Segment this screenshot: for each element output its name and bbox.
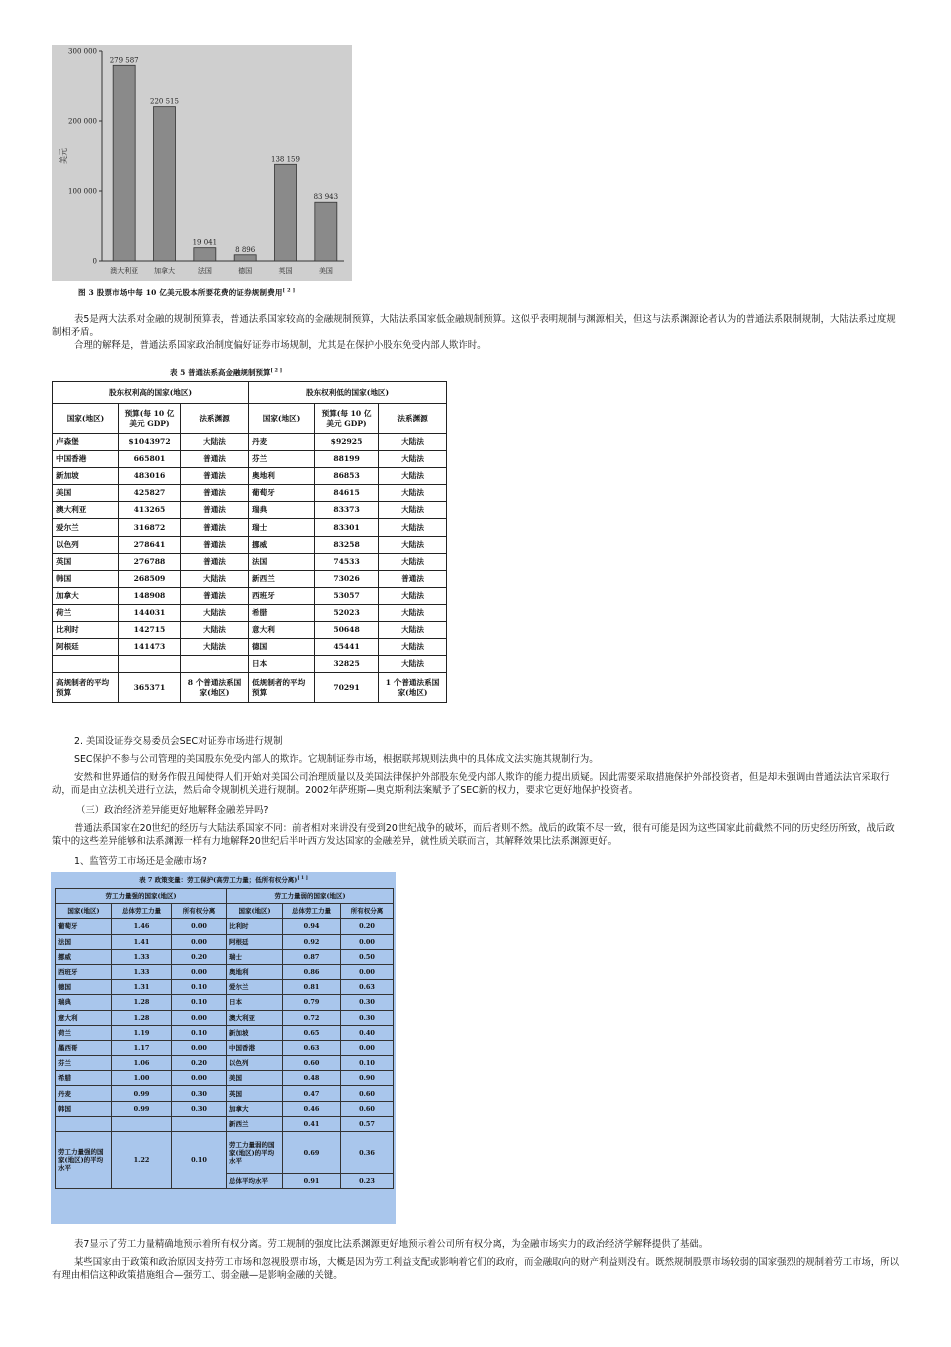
table-7-footer-total-own: 0.23	[341, 1174, 394, 1189]
table7-cell: 1.06	[112, 1056, 172, 1071]
table5-cell: 316872	[119, 519, 181, 536]
table5-cell: 大陆法	[379, 604, 447, 621]
table7-cell: 1.17	[112, 1040, 172, 1055]
table5-cell: 86853	[315, 468, 379, 485]
table7-cell: 0.60	[341, 1101, 394, 1116]
table5-cell: 52023	[315, 604, 379, 621]
table7-cell: 挪威	[56, 949, 112, 964]
table-7-header-ownership: 所有权分离	[341, 904, 394, 919]
table7-cell: 丹麦	[56, 1086, 112, 1101]
table7-cell: 1.33	[112, 964, 172, 979]
table7-cell: 0.47	[283, 1086, 341, 1101]
table-7-footer-weak-own: 0.36	[341, 1132, 394, 1174]
section-heading-labor-market: 1、监管劳工市场还是金融市场?	[74, 856, 207, 867]
table7-cell: 0.40	[341, 1025, 394, 1040]
table7-cell: 荷兰	[56, 1025, 112, 1040]
table-7-header-country: 国家(地区)	[56, 904, 112, 919]
table5-cell: 普通法	[379, 570, 447, 587]
table7-cell: 0.60	[283, 1056, 341, 1071]
table5-cell: 大陆法	[379, 519, 447, 536]
table7-cell: 0.48	[283, 1071, 341, 1086]
table7-cell: 0.00	[172, 1010, 227, 1025]
table5-cell: 普通法	[181, 468, 249, 485]
table7-cell: 0.94	[283, 919, 341, 934]
table5-row	[53, 502, 447, 519]
table-7-group-weak: 劳工力量弱的国家(地区)	[227, 889, 394, 904]
table5-cell	[119, 656, 181, 673]
table5-cell: 84615	[315, 485, 379, 502]
table5-cell: 芬兰	[249, 451, 315, 468]
table-7-footer-strong-labor: 1.22	[112, 1132, 172, 1189]
table-7-footer-strong-label: 劳工力量强的国家(地区)的平均水平	[56, 1132, 112, 1189]
table5-cell: 45441	[315, 639, 379, 656]
table5-cell: 意大利	[249, 622, 315, 639]
table7-cell: 0.20	[172, 1056, 227, 1071]
y-axis-label: 美元	[59, 148, 68, 164]
table7-row	[56, 980, 394, 995]
table5-row	[53, 434, 447, 451]
table-7-header-country: 国家(地区)	[227, 904, 283, 919]
table-7-footer-total-labor: 0.91	[283, 1174, 341, 1189]
table5-cell: 爱尔兰	[53, 519, 119, 536]
table7-cell: 0.00	[172, 1040, 227, 1055]
table-5-header-origin: 法系渊源	[379, 404, 447, 434]
table7-cell: 0.46	[283, 1101, 341, 1116]
table7-cell: 0.10	[172, 995, 227, 1010]
table7-cell: 1.31	[112, 980, 172, 995]
table5-cell: 中国香港	[53, 451, 119, 468]
table7-cell: 0.50	[341, 949, 394, 964]
table5-row	[53, 451, 447, 468]
table5-row	[53, 622, 447, 639]
table5-cell: $1043972	[119, 434, 181, 451]
table-5-group-low: 股东权利低的国家(地区)	[249, 382, 447, 404]
table5-cell: 大陆法	[181, 639, 249, 656]
bar	[113, 65, 135, 261]
table-7-header-ownership: 所有权分离	[172, 904, 227, 919]
table5-cell: 425827	[119, 485, 181, 502]
table5-cell: 荷兰	[53, 604, 119, 621]
bar	[275, 164, 297, 261]
table5-cell: 韩国	[53, 570, 119, 587]
table-7-title-ref: [ 1 ]	[297, 875, 308, 881]
table5-cell: 大陆法	[379, 656, 447, 673]
table5-cell: 大陆法	[379, 502, 447, 519]
table5-cell: 278641	[119, 536, 181, 553]
bar-value-label: 8 896	[235, 245, 256, 254]
table5-cell: 144031	[119, 604, 181, 621]
table7-row	[56, 949, 394, 964]
table7-cell: 奥地利	[227, 964, 283, 979]
table7-cell: 0.41	[283, 1116, 341, 1131]
table5-cell: 83258	[315, 536, 379, 553]
x-tick-label: 法国	[197, 267, 212, 275]
table-7-header-labor: 总体劳工力量	[112, 904, 172, 919]
bar-value-label: 279 587	[109, 56, 139, 65]
table7-cell: 韩国	[56, 1101, 112, 1116]
figure-3-caption	[78, 287, 295, 298]
table7-cell: 美国	[227, 1071, 283, 1086]
table7-cell: 0.92	[283, 934, 341, 949]
paragraph-2: 合理的解释是，普通法系国家政治制度偏好证券市场规制，尤其是在保护小股东免受内部人欺诈时。	[74, 340, 487, 351]
table7-cell: 0.10	[172, 980, 227, 995]
table5-cell: 普通法	[181, 587, 249, 604]
table5-cell: $92925	[315, 434, 379, 451]
table5-row	[53, 570, 447, 587]
table7-row	[56, 995, 394, 1010]
table7-row	[56, 1040, 394, 1055]
table7-cell: 德国	[56, 980, 112, 995]
table7-cell: 1.28	[112, 995, 172, 1010]
table5-cell: 普通法	[181, 519, 249, 536]
table5-row	[53, 485, 447, 502]
table5-row	[53, 468, 447, 485]
bar	[154, 107, 176, 261]
table7-cell: 0.81	[283, 980, 341, 995]
table-5-title	[170, 367, 282, 378]
table5-row	[53, 519, 447, 536]
table5-cell: 奥地利	[249, 468, 315, 485]
x-tick-label: 美国	[318, 267, 333, 275]
table-5-header-country: 国家(地区)	[53, 404, 119, 434]
table5-cell: 32825	[315, 656, 379, 673]
table7-cell: 0.30	[341, 1010, 394, 1025]
table5-cell: 142715	[119, 622, 181, 639]
table7-cell: 比利时	[227, 919, 283, 934]
paragraph-10: 某些国家由于政策和政治原因支持劳工市场和忽视股票市场，大概是因为劳工利益支配或影响着它们的政府，而金融取向的财产利益则没有。既然规制股票市场较弱的国家强烈的规制着劳工市场，所以有理由相信这种政策措施组合—强劳工、弱金融—是影响金融的关键。	[52, 1257, 900, 1281]
figure-3-bar-chart	[52, 45, 352, 281]
table5-row	[53, 604, 447, 621]
bar	[194, 248, 216, 261]
section-heading-sec: 2. 美国设证券交易委员会SEC对证券市场进行规制	[74, 736, 283, 747]
table-7-footer-weak-label: 劳工力量弱的国家(地区)的平均水平	[227, 1132, 283, 1174]
table5-cell: 大陆法	[379, 553, 447, 570]
table7-cell: 0.00	[172, 964, 227, 979]
table-5-header-country: 国家(地区)	[249, 404, 315, 434]
table7-cell: 新加坡	[227, 1025, 283, 1040]
table7-cell	[56, 1116, 112, 1131]
table7-row	[56, 934, 394, 949]
paragraph-5: 安然和世界通信的财务作假丑闻使得人们开始对美国公司治理质量以及美国法律保护外部股东免受内部人欺诈的能力提出质疑。因此需要采取措施保护外部投资者，但是却未强调由普通法法官采取行动，而是由立法机关进行立法，然后命令规制机关进行规制。2002年萨班斯—奥克斯利法案赋予了SEC新的权力，要求它更好地保护投资者。	[52, 772, 890, 796]
table5-cell: 665801	[119, 451, 181, 468]
table7-cell: 英国	[227, 1086, 283, 1101]
table7-cell: 0.79	[283, 995, 341, 1010]
table-5-footer-high-label: 高规制者的平均预算	[53, 673, 119, 703]
table5-cell: 普通法	[181, 553, 249, 570]
table7-cell: 0.00	[341, 934, 394, 949]
y-tick-label: 200 000	[68, 117, 97, 126]
table5-cell: 普通法	[181, 536, 249, 553]
table7-cell: 0.63	[283, 1040, 341, 1055]
table7-row	[56, 1010, 394, 1025]
table7-cell: 墨西哥	[56, 1040, 112, 1055]
section-heading-political-economy: （三）政治经济差异能更好地解释金融差异吗?	[76, 805, 269, 816]
table7-cell: 0.10	[172, 1025, 227, 1040]
table-5-footer-high-note: 8 个普通法系国家(地区)	[181, 673, 249, 703]
table7-row	[56, 1056, 394, 1071]
table-5-header-budget: 预算(每 10 亿美元 GDP)	[119, 404, 181, 434]
table-5-title-text: 表 5 普通法系高金融规制预算	[170, 368, 271, 377]
table-7-title-text: 表 7 政策变量：劳工保护(高劳工力量；低所有权分离)	[139, 876, 298, 884]
paragraph-1: 表5是两大法系对金融的规制预算表，普通法系国家较高的金融规制预算，大陆法系国家低金融规制预算。这似乎表明规制与渊源相关，但这与法系渊源论者认为的普通法系限制规制，大陆法系过度规制相矛盾。	[52, 314, 896, 338]
table7-cell: 0.30	[341, 995, 394, 1010]
table5-cell: 美国	[53, 485, 119, 502]
table5-cell: 50648	[315, 622, 379, 639]
table-7-group-strong: 劳工力量强的国家(地区)	[56, 889, 227, 904]
figure-3-caption-ref: [ 2 ]	[282, 287, 296, 294]
table7-cell: 1.28	[112, 1010, 172, 1025]
table7-cell: 0.63	[341, 980, 394, 995]
paragraph-4: SEC保护不参与公司管理的美国股东免受内部人的欺诈。它规制证券市场，根据联邦规则法典中的具体成文法实施其规制行为。	[74, 754, 599, 765]
table7-cell: 瑞士	[227, 949, 283, 964]
table5-row	[53, 656, 447, 673]
table7-cell	[172, 1116, 227, 1131]
table5-cell: 88199	[315, 451, 379, 468]
table5-cell: 希腊	[249, 604, 315, 621]
table5-cell: 大陆法	[379, 536, 447, 553]
table-7-footer-strong-own: 0.10	[172, 1132, 227, 1189]
table5-cell: 大陆法	[379, 622, 447, 639]
table7-cell: 法国	[56, 934, 112, 949]
table5-cell: 法国	[249, 553, 315, 570]
table5-cell: 大陆法	[181, 604, 249, 621]
table5-cell: 83301	[315, 519, 379, 536]
table7-cell: 0.00	[172, 919, 227, 934]
table7-cell: 1.00	[112, 1071, 172, 1086]
table7-cell: 新西兰	[227, 1116, 283, 1131]
table5-cell: 丹麦	[249, 434, 315, 451]
table5-row	[53, 536, 447, 553]
table5-cell: 大陆法	[379, 468, 447, 485]
table7-cell: 芬兰	[56, 1056, 112, 1071]
table5-cell: 以色列	[53, 536, 119, 553]
bar-chart-svg	[52, 45, 352, 281]
table7-cell: 1.41	[112, 934, 172, 949]
bar	[234, 255, 256, 261]
table-5-header-budget: 预算(每 10 亿美元 GDP)	[315, 404, 379, 434]
table5-cell: 加拿大	[53, 587, 119, 604]
table-7-footer-total-label: 总体平均水平	[227, 1174, 283, 1189]
table7-cell: 0.57	[341, 1116, 394, 1131]
table7-row	[56, 1071, 394, 1086]
table5-cell: 148908	[119, 587, 181, 604]
table5-cell: 74533	[315, 553, 379, 570]
table7-cell: 0.30	[172, 1086, 227, 1101]
table7-cell: 日本	[227, 995, 283, 1010]
table5-cell: 普通法	[181, 502, 249, 519]
table5-cell: 大陆法	[379, 587, 447, 604]
table-5-header-origin: 法系渊源	[181, 404, 249, 434]
x-tick-label: 澳大利亚	[110, 267, 139, 275]
table5-cell: 大陆法	[379, 434, 447, 451]
table7-cell: 0.00	[341, 1040, 394, 1055]
table5-cell: 53057	[315, 587, 379, 604]
table5-cell: 普通法	[181, 485, 249, 502]
table7-cell: 0.65	[283, 1025, 341, 1040]
table-5	[52, 381, 447, 703]
y-tick-label: 100 000	[68, 187, 97, 196]
table5-cell: 83373	[315, 502, 379, 519]
table5-cell: 73026	[315, 570, 379, 587]
table5-row	[53, 639, 447, 656]
table5-row	[53, 587, 447, 604]
table7-cell: 0.60	[341, 1086, 394, 1101]
table5-cell: 普通法	[181, 451, 249, 468]
table-5-footer-low-value: 70291	[315, 673, 379, 703]
table5-cell: 413265	[119, 502, 181, 519]
table5-cell: 大陆法	[379, 451, 447, 468]
table7-cell: 澳大利亚	[227, 1010, 283, 1025]
table7-row	[56, 1086, 394, 1101]
table7-row	[56, 919, 394, 934]
table5-cell: 瑞士	[249, 519, 315, 536]
table5-cell	[53, 656, 119, 673]
table5-cell: 新加坡	[53, 468, 119, 485]
table5-cell	[181, 656, 249, 673]
bar-value-label: 138 159	[271, 155, 300, 164]
table7-cell: 加拿大	[227, 1101, 283, 1116]
table7-cell: 0.99	[112, 1101, 172, 1116]
table5-cell: 葡萄牙	[249, 485, 315, 502]
paragraph-9: 表7显示了劳工力量精确地预示着所有权分离。劳工规制的强度比法系渊源更好地预示着公司所有权分离，为金融市场实力的政治经济学解释提供了基础。	[74, 1239, 709, 1250]
table5-cell: 268509	[119, 570, 181, 587]
table5-cell: 483016	[119, 468, 181, 485]
table-5-footer-low-label: 低规制者的平均预算	[249, 673, 315, 703]
table5-cell: 大陆法	[379, 485, 447, 502]
table5-cell: 276788	[119, 553, 181, 570]
bar-value-label: 220 515	[150, 97, 179, 106]
table7-cell: 0.72	[283, 1010, 341, 1025]
table5-cell: 澳大利亚	[53, 502, 119, 519]
table7-cell: 0.00	[172, 934, 227, 949]
table-5-footer-low-note: 1 个普通法系国家(地区)	[379, 673, 447, 703]
table7-cell: 爱尔兰	[227, 980, 283, 995]
table7-cell: 葡萄牙	[56, 919, 112, 934]
table-5-group-high: 股东权利高的国家(地区)	[53, 382, 249, 404]
table7-cell: 意大利	[56, 1010, 112, 1025]
table7-cell: 希腊	[56, 1071, 112, 1086]
bar	[315, 202, 337, 261]
table5-cell: 阿根廷	[53, 639, 119, 656]
table-7-footer-weak-labor: 0.69	[283, 1132, 341, 1174]
table5-cell: 日本	[249, 656, 315, 673]
table5-cell: 大陆法	[181, 570, 249, 587]
table7-row	[56, 964, 394, 979]
table7-cell: 0.00	[341, 964, 394, 979]
table7-cell: 0.99	[112, 1086, 172, 1101]
table5-cell: 141473	[119, 639, 181, 656]
paragraph-7: 普通法系国家在20世纪的经历与大陆法系国家不同：前者相对来讲没有受到20世纪战争的破坏，而后者则不然。战后的政策不尽一致，很有可能是因为这些国家此前截然不同的历史经历所致，战后政策中的这些差异能够和法系渊源一样有力地解释20世纪后半叶西方发达国家的金融差异，就性质关联而言，其解释效果比法系渊源更好。	[52, 823, 895, 847]
table7-cell: 0.90	[341, 1071, 394, 1086]
table7-row	[56, 1025, 394, 1040]
table5-cell: 大陆法	[379, 639, 447, 656]
table7-cell: 0.30	[172, 1101, 227, 1116]
x-tick-label: 加拿大	[154, 267, 175, 275]
table7-cell: 1.46	[112, 919, 172, 934]
table7-cell: 西班牙	[56, 964, 112, 979]
table5-cell: 英国	[53, 553, 119, 570]
table7-cell: 阿根廷	[227, 934, 283, 949]
table7-cell	[112, 1116, 172, 1131]
table5-row	[53, 553, 447, 570]
table7-cell: 0.86	[283, 964, 341, 979]
x-tick-label: 德国	[238, 267, 253, 275]
y-tick-label: 300 000	[68, 47, 97, 56]
table7-row	[56, 1116, 394, 1131]
table-7-box	[51, 872, 396, 1224]
table5-cell: 瑞典	[249, 502, 315, 519]
y-tick-label: 0	[92, 257, 97, 266]
table-5-footer-high-value: 365371	[119, 673, 181, 703]
table5-cell: 挪威	[249, 536, 315, 553]
table5-cell: 德国	[249, 639, 315, 656]
table7-cell: 0.87	[283, 949, 341, 964]
table7-cell: 中国香港	[227, 1040, 283, 1055]
table7-row	[56, 1101, 394, 1116]
table-7	[55, 888, 394, 1189]
table-7-header-labor: 总体劳工力量	[283, 904, 341, 919]
table5-cell: 西班牙	[249, 587, 315, 604]
table7-cell: 以色列	[227, 1056, 283, 1071]
table7-cell: 1.19	[112, 1025, 172, 1040]
table5-cell: 新西兰	[249, 570, 315, 587]
bar-value-label: 19 041	[192, 238, 218, 247]
table5-cell: 大陆法	[181, 434, 249, 451]
table5-cell: 大陆法	[181, 622, 249, 639]
table5-cell: 卢森堡	[53, 434, 119, 451]
table7-cell: 0.10	[341, 1056, 394, 1071]
table7-cell: 0.00	[172, 1071, 227, 1086]
x-tick-label: 英国	[278, 267, 293, 275]
table7-cell: 瑞典	[56, 995, 112, 1010]
table-5-title-ref: [ 2 ]	[270, 367, 283, 374]
figure-3-caption-text: 图 3 股票市场中每 10 亿美元股本所要花费的证券规制费用	[78, 288, 283, 297]
table7-cell: 1.33	[112, 949, 172, 964]
table7-cell: 0.20	[341, 919, 394, 934]
table-7-title	[51, 875, 396, 884]
table7-cell: 0.20	[172, 949, 227, 964]
bar-value-label: 83 943	[313, 193, 339, 202]
table5-cell: 比利时	[53, 622, 119, 639]
